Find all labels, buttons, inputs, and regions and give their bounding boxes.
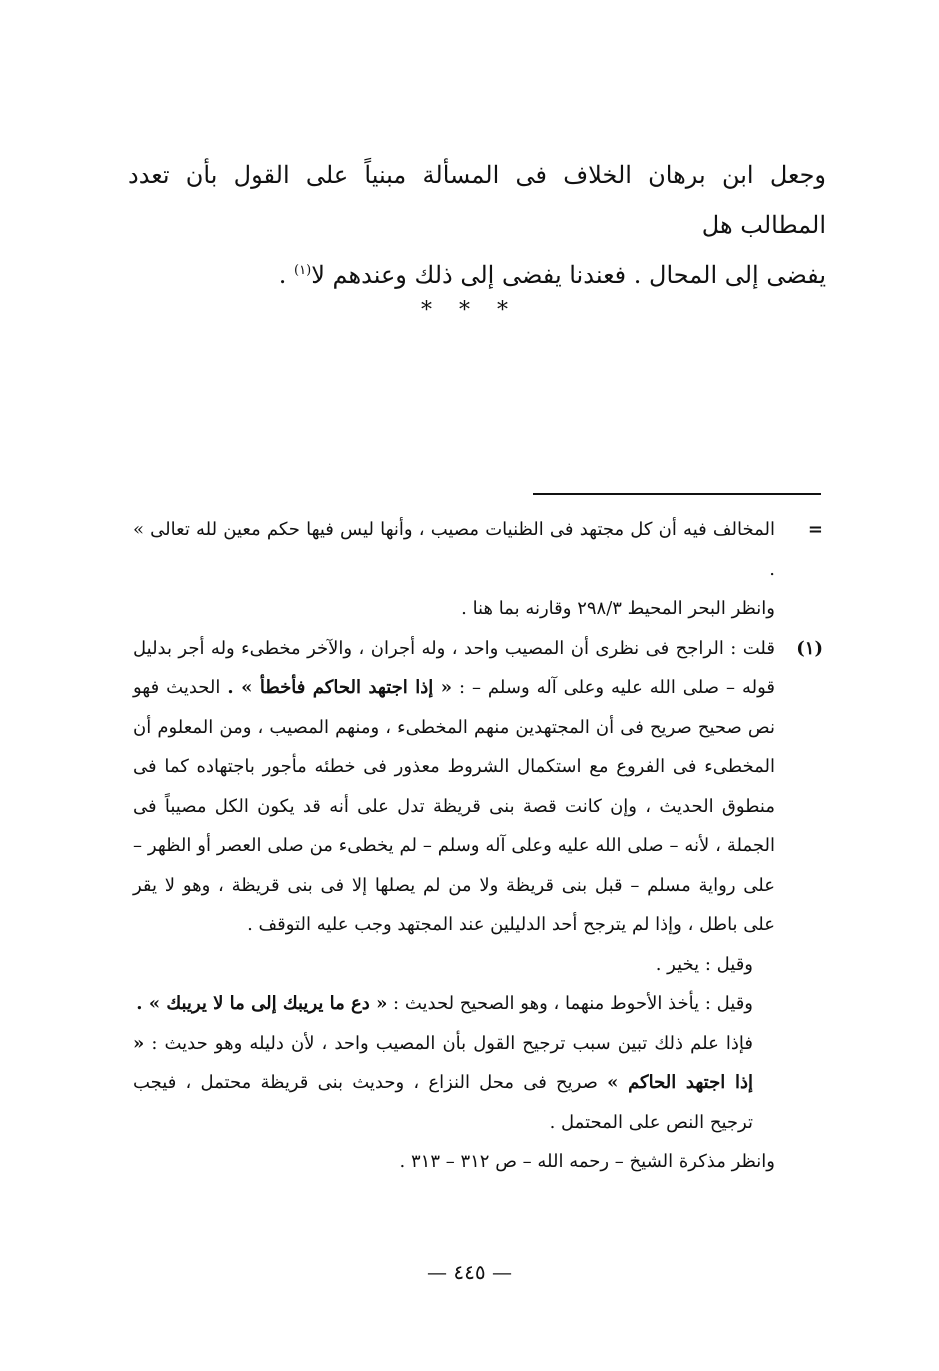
footnote-1-text-d: فإذا علم ذلك تبين سبب ترجيح القول بأن المصيب واحد ، لأن دليله وهو حديث : xyxy=(144,1032,753,1054)
main-line-2-end: . xyxy=(278,261,295,289)
footnote-1-paragraph-3 xyxy=(133,984,775,1024)
page-number: — ٤٤٥ — xyxy=(427,1260,512,1284)
main-line-2-text: يفضى إلى المحال . فعندنا يفضى إلى ذلك وعندهم لا xyxy=(311,261,826,289)
footnote-1-paragraph-1 xyxy=(133,629,775,945)
continuation-line-2: وانظر البحر المحيط ٢٩٨/٣ وقارنه بما هنا . xyxy=(461,598,775,619)
footnote-1-paragraph-2: وقيل : يخير . xyxy=(655,953,753,975)
continuation-line-1: المخالف فيه أن كل مجتهد فى الظنيات مصيب ، وأنها ليس فيها حكم معين لله تعالى » . xyxy=(133,519,775,580)
footnote-1-marker: (١) xyxy=(796,637,823,659)
footnote-divider xyxy=(533,493,821,495)
footnote-1-paragraph-4 xyxy=(133,1024,775,1143)
footnote-1-text-c: وقيل : يأخذ الأحوط منهما ، وهو الصحيح لحديث : xyxy=(387,993,753,1014)
section-separator: * * * xyxy=(421,298,518,323)
footnote-reference[interactable]: (١) xyxy=(294,263,312,278)
footnote-1-paragraph-5: وانظر مذكرة الشيخ – رحمه الله – ص ٣١٢ – ٣١٣ . xyxy=(399,1151,775,1172)
continuation-marker: = xyxy=(807,519,823,540)
hadith-quote-1: « إذا اجتهد الحاكم فأخطأ » . xyxy=(227,677,453,698)
footnote-1-text-a: قلت : الراجح فى نظرى أن المصيب واحد ، وله أجران ، والآخر مخطىء وله أجر بدليل قوله – صلى الله عليه وعلى آله وسلم – : xyxy=(133,637,775,698)
hadith-quote-2: « دع ما يريبك إلى ما لا يريبك » . xyxy=(136,993,388,1014)
main-paragraph xyxy=(128,150,826,300)
hadith-quote-3: « إذا اجتهد الحاكم » xyxy=(133,1032,753,1093)
footnotes-section xyxy=(133,510,823,1182)
footnote-1-text-e: صريح فى محل النزاع ، وحديث بنى قريظة محتمل ، فيجب ترجيح النص على المحتمل . xyxy=(133,1072,753,1133)
main-paragraph-line-2 xyxy=(128,250,826,300)
footnote-1-text-b: الحديث فهو نص صحيح صريح فى أن المجتهدين منهم المخطىء ، ومنهم المصيب ، ومن المعلوم أن المخطىء فى الفروع مع استكمال الشروط معذور فى خطئه مأجور باجتهاده كما فى منطوق الحديث ، وإن كانت قصة بنى قريظة تدل على أنه قد يكون الكل مصيباً فى الجملة ، لأنه – صلى الله عليه وعلى آله وسلم – لم يخطىء من صلى العصر أو الظهر – على رواية مسلم – قبل بنى قريظة ولا من لم يصلها إلا فى بنى قريظة ، وهو لا يقر على باطل ، وإذا لم يترجح أحد الدليلين عند المجتهد وجب عليه التوقف . xyxy=(133,677,775,935)
footnote-1 xyxy=(133,629,823,1182)
footnote-continuation xyxy=(133,510,823,629)
main-paragraph-line-1 xyxy=(128,150,826,250)
main-line-1-text: وجعل ابن برهان الخلاف فى المسألة مبنياً على القول بأن تعدد المطالب هل xyxy=(128,161,826,239)
